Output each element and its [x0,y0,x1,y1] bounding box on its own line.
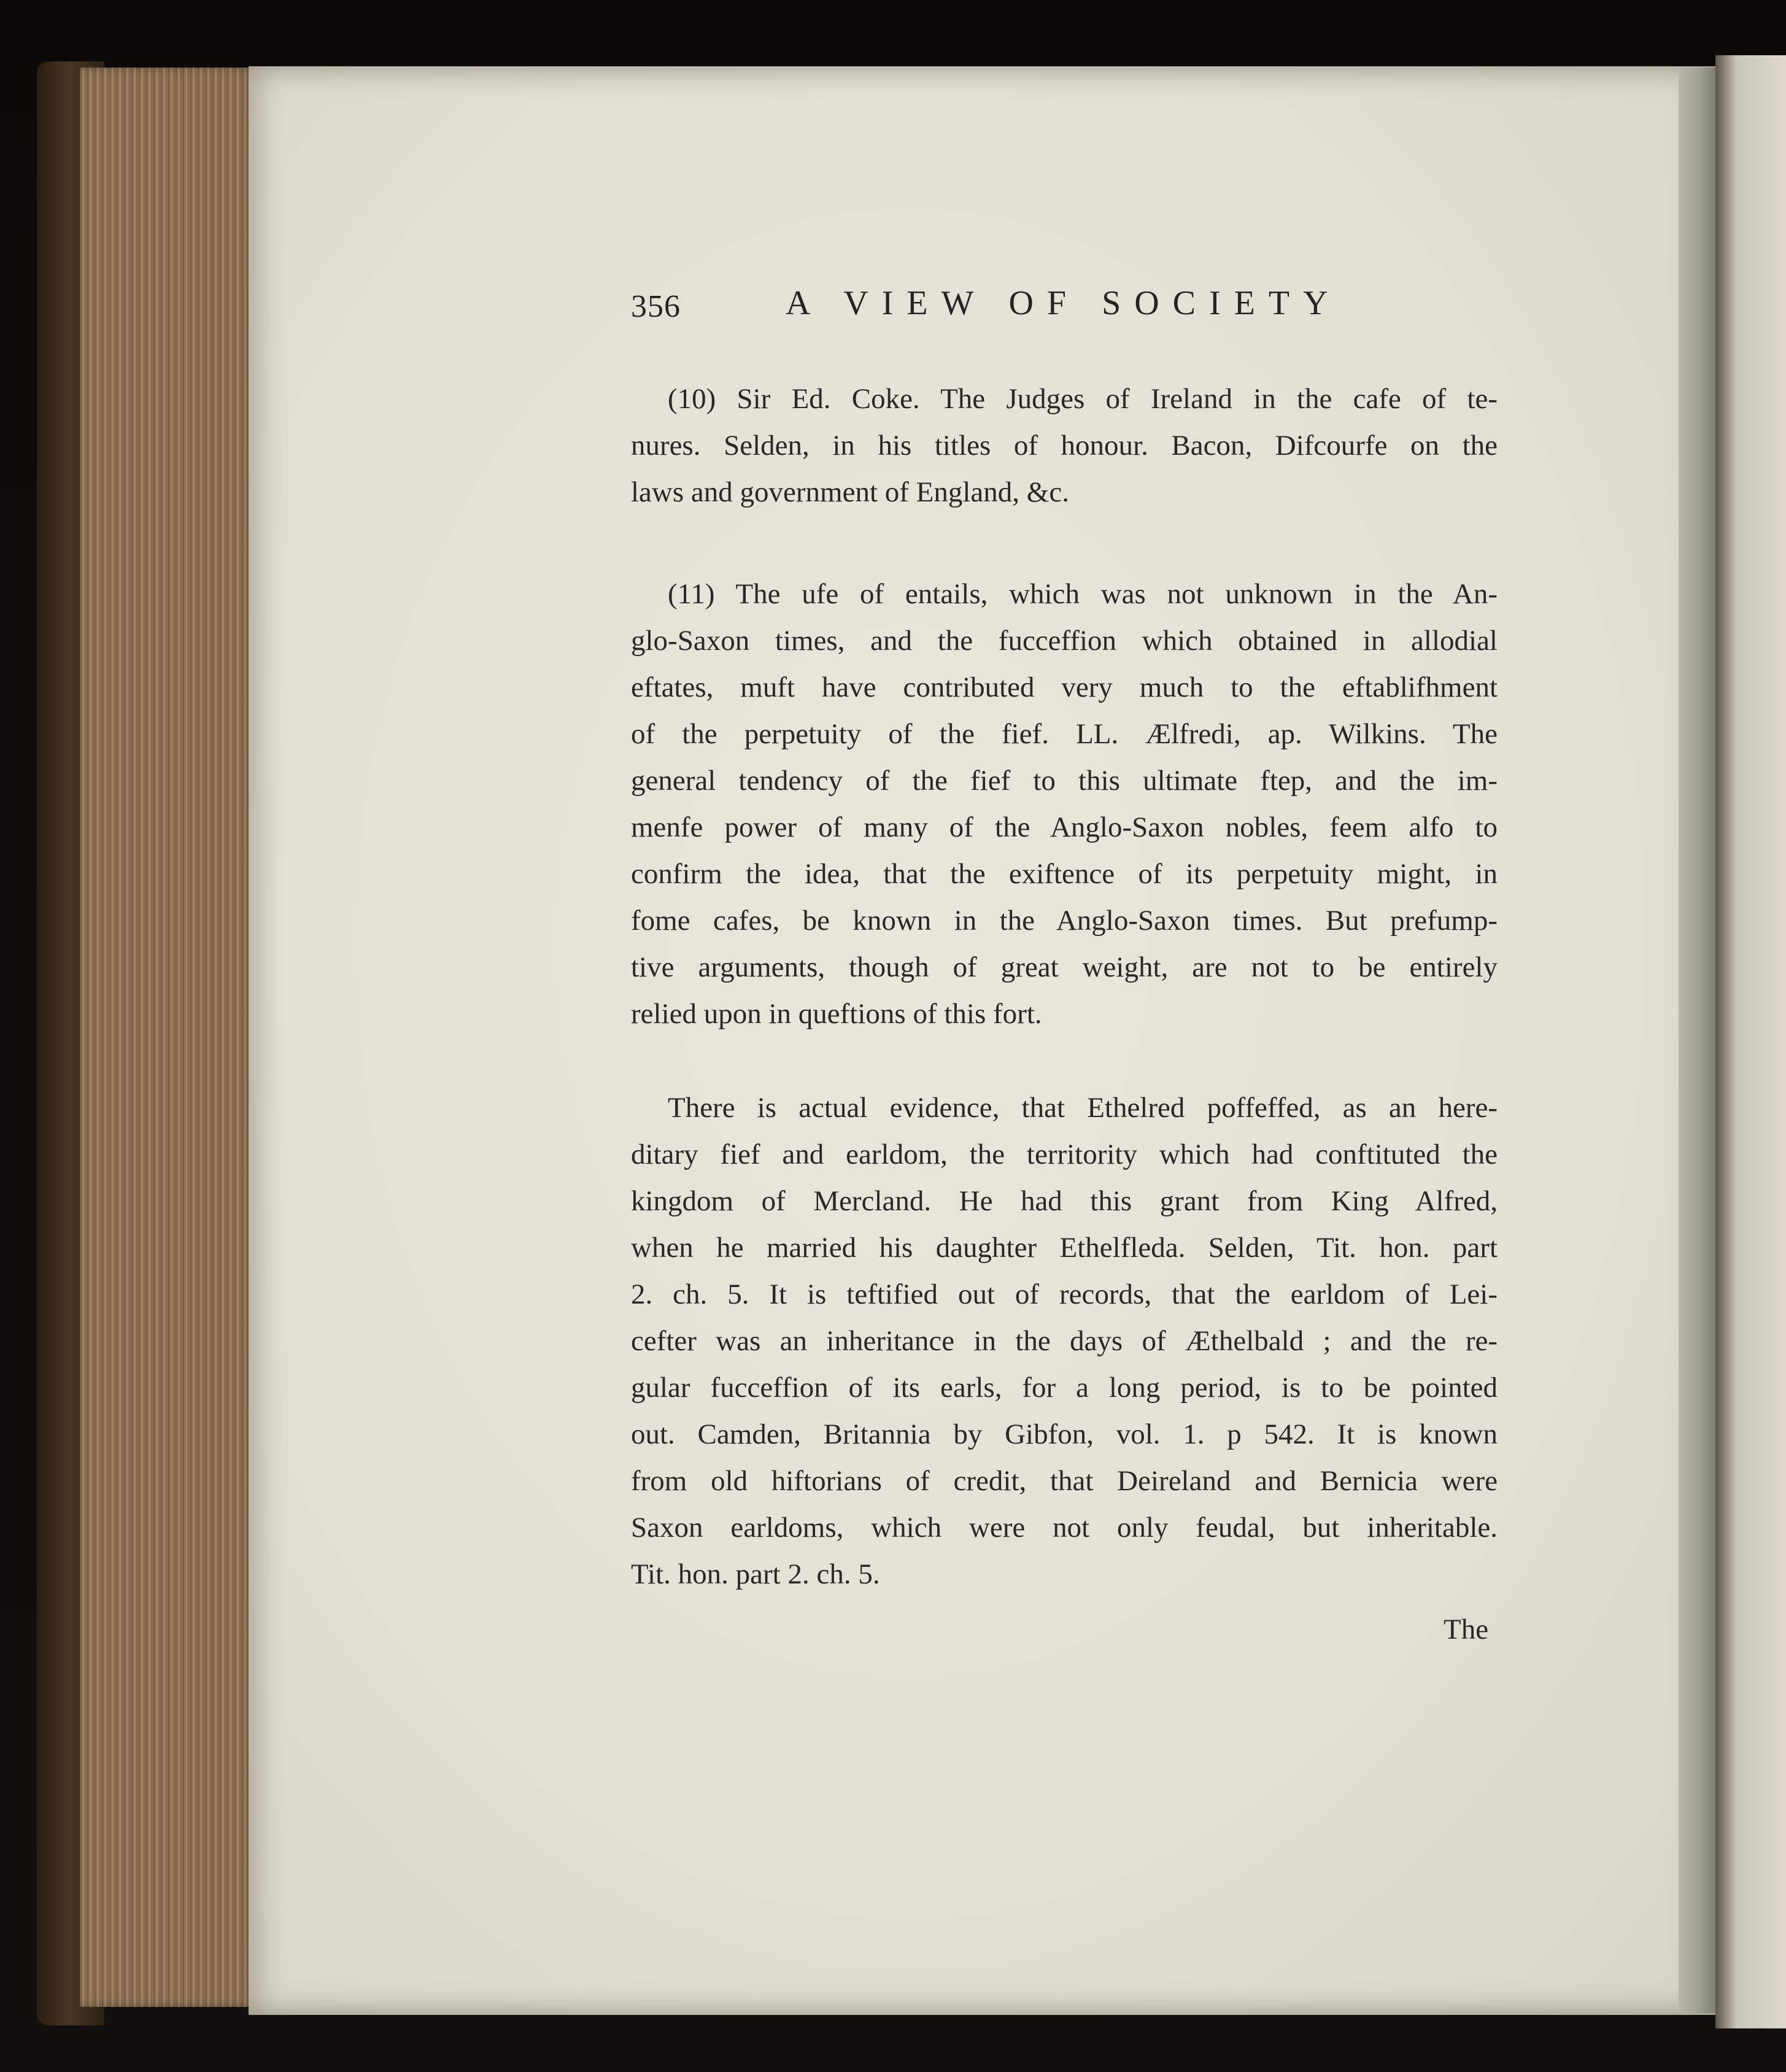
note-10 [631,376,1498,516]
text-line: menfe power of many of the Anglo-Saxon nobles, feem alfo to [631,811,1498,843]
text-line: gular fucceffion of its earls, for a long period, is to be pointed [631,1372,1498,1404]
text-line: (11) The ufe of entails, which was not unknown in the An- [668,578,1498,610]
text-line: 2. ch. 5. It is teftified out of records, that the earldom of Lei- [631,1278,1498,1310]
text-line: ditary fief and earldom, the territority which had conftituted the [631,1138,1498,1170]
page-edges [80,68,255,2007]
text-line: general tendency of the fief to this ultimate ftep, and the im- [631,765,1498,797]
text-line: when he married his daughter Ethelfleda. Selden, Tit. hon. part [631,1232,1498,1264]
text-line: nures. Selden, in his titles of honour. Bacon, Difcourfe on the [631,430,1498,462]
page-number: 356 [631,289,681,324]
book-page [249,66,1718,2015]
evidence-paragraph [631,1084,1498,1598]
text-line: confirm the idea, that the exiftence of its perpetuity might, in [631,858,1498,890]
text-line: relied upon in queftions of this fort. [631,998,1042,1030]
text-line: laws and government of England, &c. [631,476,1069,508]
text-line: of the perpetuity of the fief. LL. Ælfredi, ap. Wilkins. The [631,718,1498,750]
text-line: tive arguments, though of great weight, are not to be entirely [631,951,1498,983]
text-line: glo-Saxon times, and the fucceffion which obtained in allodial [631,625,1498,657]
running-title: A VIEW OF SOCIETY [786,284,1342,322]
text-line: (10) Sir Ed. Coke. The Judges of Ireland in the cafe of te- [668,383,1498,415]
text-line: eftates, muft have contributed very much to the eftablifhment [631,671,1498,703]
text-line: from old hiftorians of credit, that Deireland and Bernicia were [631,1465,1498,1497]
running-head [631,284,1380,339]
text-line: cefter was an inheritance in the days of Æthelbald ; and the re- [631,1325,1498,1357]
note-11 [631,571,1498,1037]
catchword: The [1444,1614,1489,1645]
text-line: There is actual evidence, that Ethelred poffeffed, as an here- [668,1092,1498,1124]
text-line: Saxon earldoms, which were not only feudal, but inheritable. [631,1512,1498,1544]
text-line: kingdom of Mercland. He had this grant from King Alfred, [631,1185,1498,1217]
facing-page-edge [1715,55,1786,2028]
text-line: Tit. hon. part 2. ch. 5. [631,1558,880,1590]
text-line: fome cafes, be known in the Anglo-Saxon times. But prefump- [631,905,1498,937]
text-line: out. Camden, Britannia by Gibfon, vol. 1. p 542. It is known [631,1418,1498,1450]
